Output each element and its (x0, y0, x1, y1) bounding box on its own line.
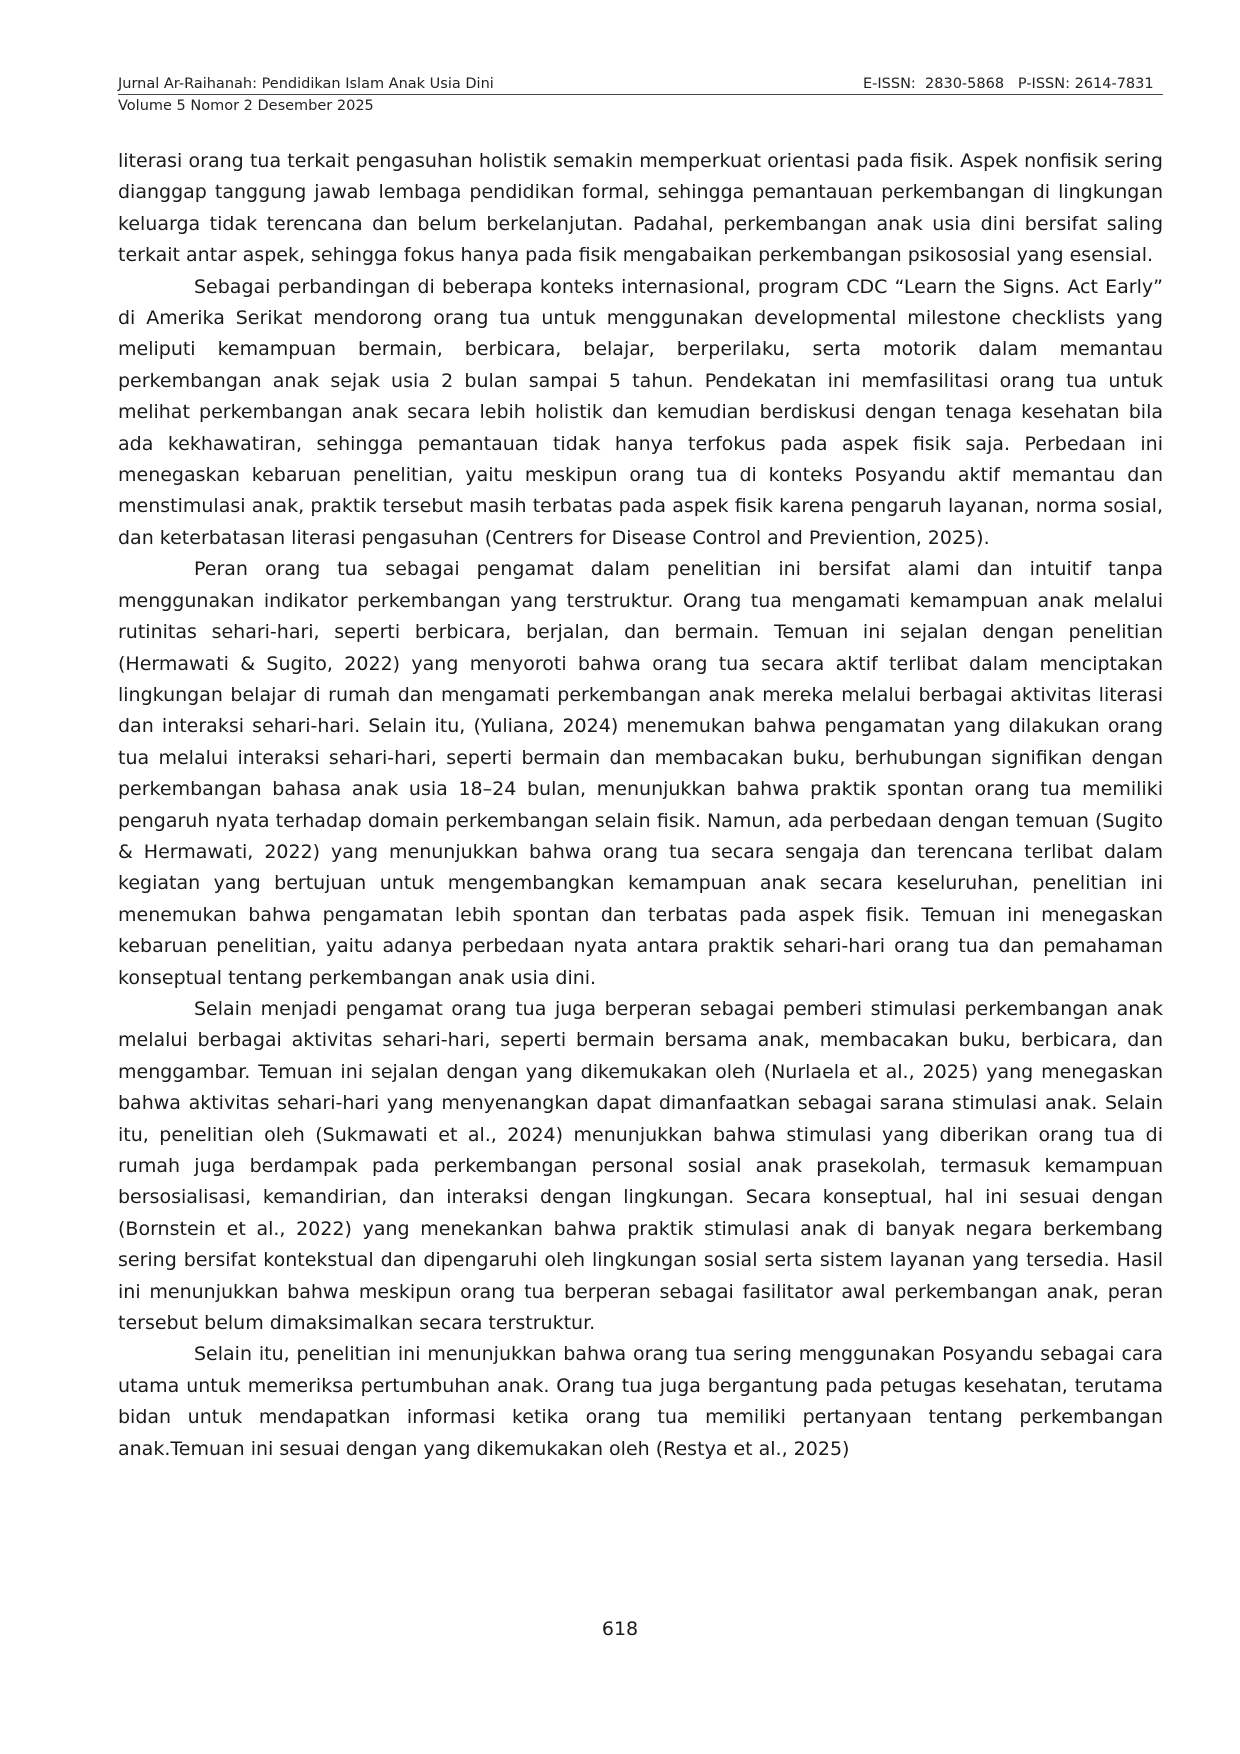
issn-info: E-ISSN: 2830-5868 P-ISSN: 2614-7831 (863, 76, 1154, 92)
paragraph: Peran orang tua sebagai pengamat dalam penelitian ini bersifat alami dan intuitif tanpa menggunakan indikator perkembangan yang terstruktur. Orang tua mengamati kemampuan anak melalui rutinitas sehari-hari, seperti berbicara, berjalan, dan bermain. Temuan ini sejalan dengan penelitian (Hermawati & Sugito, 2022) yang menyoroti bahwa orang tua secara aktif terlibat dalam menciptakan lingkungan belajar di rumah dan mengamati perkembangan anak mereka melalui berbagai aktivitas literasi dan interaksi sehari-hari. Selain itu, (Yuliana, 2024) menemukan bahwa pengamatan yang dilakukan orang tua melalui interaksi sehari-hari, seperti bermain dan membacakan buku, berhubungan signifikan dengan perkembangan bahasa anak usia 18–24 bulan, menunjukkan bahwa praktik spontan orang tua memiliki pengaruh nyata terhadap domain perkembangan selain fisik. Namun, ada perbedaan dengan temuan (Sugito & Hermawati, 2022) yang menunjukkan bahwa orang tua secara sengaja dan terencana terlibat dalam kegiatan yang bertujuan untuk mengembangkan kemampuan anak secara keseluruhan, penelitian ini menemukan bahwa pengamatan lebih spontan dan terbatas pada aspek fisik. Temuan ini menegaskan kebaruan penelitian, yaitu adanya perbedaan nyata antara praktik sehari-hari orang tua dan pemahaman konseptual tentang perkembangan anak usia dini. (118, 558, 1163, 989)
paragraph: literasi orang tua terkait pengasuhan holistik semakin memperkuat orientasi pada fisik. Aspek nonfisik sering dianggap tanggung jawab lembaga pendidikan formal, sehingga pemantauan perkembangan di lingkungan keluarga tidak terencana dan belum berkelanjutan. Padahal, perkembangan anak usia dini bersifat saling terkait antar aspek, sehingga fokus hanya pada fisik mengabaikan perkembangan psikososial yang esensial. (118, 150, 1163, 267)
paragraph: Sebagai perbandingan di beberapa konteks internasional, program CDC “Learn the Signs. Act Early” di Amerika Serikat mendorong orang tua untuk menggunakan developmental milestone checklists yang meliputi kemampuan bermain, berbicara, belajar, berperilaku, serta motorik dalam memantau perkembangan anak sejak usia 2 bulan sampai 5 tahun. Pendekatan ini memfasilitasi orang tua untuk melihat perkembangan anak secara lebih holistik dan kemudian berdiskusi dengan tenaga kesehatan bila ada kekhawatiran, sehingga pemantauan tidak hanya terfokus pada aspek fisik saja. Perbedaan ini menegaskan kebaruan penelitian, yaitu meskipun orang tua di konteks Posyandu aktif memantau dan menstimulasi anak, praktik tersebut masih terbatas pada aspek fisik karena pengaruh layanan, norma sosial, dan keterbatasan literasi pengasuhan (Centrers for Disease Control and Previention, 2025). (118, 275, 1163, 549)
header-row (118, 72, 1163, 95)
journal-title: Jurnal Ar-Raihanah: Pendidikan Islam Anak Usia Dini (118, 76, 494, 92)
body-text (118, 146, 1163, 1465)
paragraph: Selain menjadi pengamat orang tua juga berperan sebagai pemberi stimulasi perkembangan anak melalui berbagai aktivitas sehari-hari, seperti bermain bersama anak, membacakan buku, berbicara, dan menggambar. Temuan ini sejalan dengan yang dikemukakan oleh (Nurlaela et al., 2025) yang menegaskan bahwa aktivitas sehari-hari yang menyenangkan dapat dimanfaatkan sebagai sarana stimulasi anak. Selain itu, penelitian oleh (Sukmawati et al., 2024) menunjukkan bahwa stimulasi yang diberikan orang tua di rumah juga berdampak pada perkembangan personal sosial anak prasekolah, termasuk kemampuan bersosialisasi, kemandirian, dan interaksi dengan lingkungan. Secara konseptual, hal ini sesuai dengan (Bornstein et al., 2022) yang menekankan bahwa praktik stimulasi anak di banyak negara berkembang sering bersifat kontekstual dan dipengaruhi oleh lingkungan sosial serta sistem layanan yang tersedia. Hasil ini menunjukkan bahwa meskipun orang tua berperan sebagai fasilitator awal perkembangan anak, peran tersebut belum dimaksimalkan secara terstruktur. (118, 997, 1163, 1335)
volume-info: Volume 5 Nomor 2 Desember 2025 (118, 98, 374, 114)
paragraph: Selain itu, penelitian ini menunjukkan bahwa orang tua sering menggunakan Posyandu sebagai cara utama untuk memeriksa pertumbuhan anak. Orang tua juga bergantung pada petugas kesehatan, terutama bidan untuk mendapatkan informasi ketika orang tua memiliki pertanyaan tentang perkembangan anak.Temuan ini sesuai dengan yang dikemukakan oleh (Restya et al., 2025) (118, 1343, 1163, 1460)
page-number: 618 (601, 1618, 639, 1640)
running-header (118, 72, 1163, 114)
